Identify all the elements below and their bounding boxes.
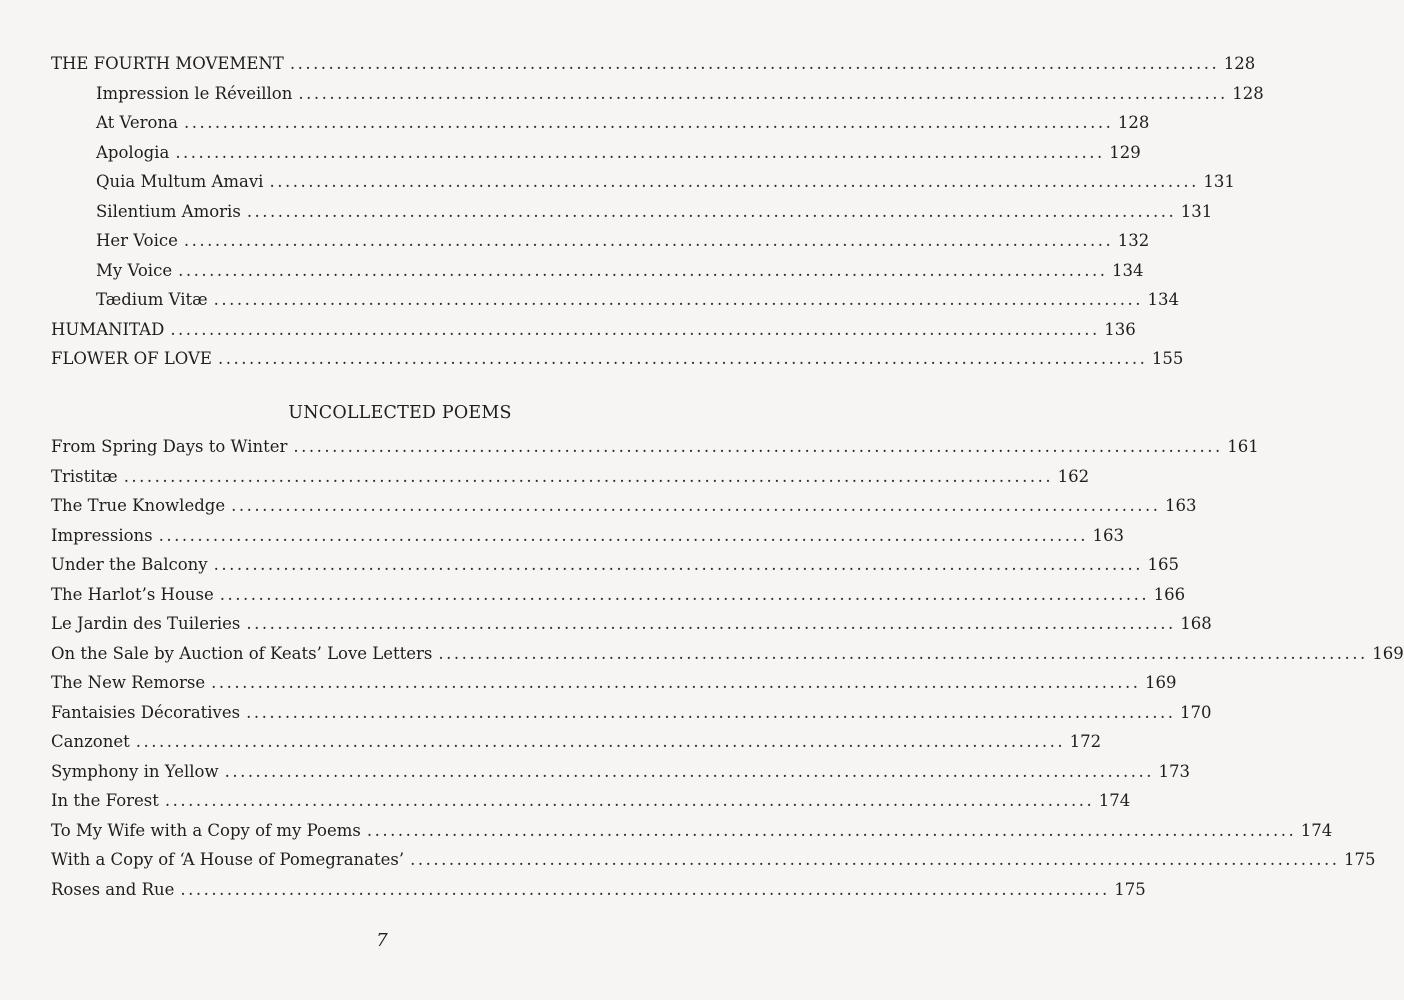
- toc-entry-page: 129: [1109, 142, 1141, 162]
- toc-entry-page: 169: [1145, 673, 1177, 692]
- toc-entry-title: Apologia: [96, 142, 170, 162]
- dot-leader: ........................................................................................................................: [246, 201, 1177, 221]
- dot-leader: ........................................................................................................................: [178, 260, 1108, 280]
- toc-entry-page: 173: [1158, 761, 1190, 781]
- toc-entry-page: 155: [1151, 349, 1184, 368]
- toc-entry-title: Under the Balcony: [51, 555, 208, 574]
- toc-entry-page: 175: [1344, 850, 1376, 869]
- toc-entry-title: At Verona: [96, 113, 178, 132]
- toc-entry-page: 166: [1153, 584, 1186, 604]
- toc-entry: [51, 583, 1186, 607]
- toc-entry-title: On the Sale by Auction of Keats’ Love Letters: [51, 643, 433, 663]
- toc-entry-page: 128: [1232, 83, 1264, 103]
- toc-entry-title: Tædium Vitæ: [96, 290, 208, 309]
- toc-entry: [96, 259, 1144, 283]
- toc-entry-page: 168: [1180, 614, 1212, 633]
- toc-entry-page: 161: [1227, 437, 1259, 456]
- toc-entry-page: 132: [1117, 231, 1150, 250]
- toc-entry-title: The New Remorse: [51, 673, 206, 692]
- toc-entry-page: 134: [1147, 290, 1180, 309]
- dot-leader: ........................................................................................................................: [123, 466, 1054, 486]
- dot-leader: ........................................................................................................................: [135, 732, 1066, 751]
- toc-entry-title: From Spring Days to Winter: [51, 437, 288, 456]
- toc-entry-title: In the Forest: [51, 791, 159, 810]
- toc-entry-title: Symphony in Yellow: [51, 761, 219, 781]
- dot-leader: ........................................................................................................................: [183, 113, 1114, 132]
- toc-entry-title: THE FOURTH MOVEMENT: [51, 54, 284, 73]
- toc-entry: [51, 671, 1177, 695]
- toc-entry-page: 165: [1147, 555, 1180, 574]
- dot-leader: ........................................................................................................................: [298, 83, 1228, 103]
- toc-entry: [96, 288, 1180, 312]
- toc-entry-title: To My Wife with a Copy of my Poems: [51, 820, 361, 840]
- toc-entry-page: 131: [1203, 172, 1235, 191]
- toc-entry-title: Her Voice: [96, 231, 178, 250]
- toc-entry: [51, 789, 1131, 813]
- dot-leader: ........................................................................................................................: [183, 231, 1114, 250]
- dot-leader: ........................................................................................................................: [217, 349, 1148, 368]
- dot-leader: ........................................................................................................................: [269, 172, 1199, 191]
- toc-entry-page: 163: [1165, 496, 1197, 515]
- toc-entry-title: Quia Multum Amavi: [96, 172, 264, 191]
- toc-entry: [96, 229, 1150, 253]
- toc-entry-page: 169: [1372, 643, 1404, 663]
- toc-entry: [51, 318, 1136, 342]
- dot-leader: ........................................................................................................................: [213, 555, 1144, 574]
- toc-entry-page: 134: [1111, 260, 1144, 280]
- toc-entry-title: Fantaisies Décoratives: [51, 702, 241, 722]
- toc-entry-title: Silentium Amoris: [96, 201, 241, 221]
- toc-entry: [51, 848, 1376, 872]
- toc-entry: [51, 494, 1197, 518]
- toc-entry-title: My Voice: [96, 260, 173, 280]
- toc-entry-page: 174: [1098, 791, 1131, 810]
- toc-entry: [51, 878, 1146, 902]
- dot-leader: ........................................................................................................................: [293, 437, 1223, 456]
- toc-entry-title: Le Jardin des Tuileries: [51, 614, 241, 633]
- dot-leader: ........................................................................................................................: [438, 643, 1368, 663]
- dot-leader: ........................................................................................................................: [219, 584, 1150, 604]
- toc-entry: [51, 52, 1256, 76]
- dot-leader: ........................................................................................................................: [164, 791, 1095, 810]
- toc-entry: [51, 760, 1190, 784]
- toc-entry: [51, 730, 1102, 754]
- toc-entry-title: Roses and Rue: [51, 879, 175, 899]
- dot-leader: ........................................................................................................................: [410, 850, 1340, 869]
- toc-entry-page: 128: [1117, 113, 1150, 132]
- toc-entry-title: Canzonet: [51, 732, 130, 751]
- toc-entry-title: The Harlot’s House: [51, 584, 214, 604]
- toc-entry-page: 170: [1180, 702, 1212, 722]
- toc-entry: [96, 200, 1213, 224]
- toc-entry: [96, 170, 1235, 194]
- toc-entry: [51, 524, 1125, 548]
- toc-entry-page: 128: [1223, 54, 1256, 73]
- toc-entry: [51, 465, 1090, 489]
- dot-leader: ........................................................................................................................: [289, 54, 1220, 73]
- toc-entry: [96, 141, 1141, 165]
- toc-entry: [96, 111, 1150, 135]
- dot-leader: ........................................................................................................................: [175, 142, 1105, 162]
- dot-leader: ........................................................................................................................: [246, 702, 1176, 722]
- toc-entry-title: Impression le Réveillon: [96, 83, 293, 103]
- section-heading: UNCOLLECTED POEMS: [288, 403, 512, 423]
- toc-entry-title: The True Knowledge: [51, 496, 226, 515]
- toc-entry: [51, 701, 1212, 725]
- toc-entry-page: 174: [1300, 820, 1333, 840]
- toc-entry-title: FLOWER OF LOVE: [51, 349, 212, 368]
- page-number-folio: 7: [376, 930, 388, 951]
- dot-leader: ........................................................................................................................: [211, 673, 1141, 692]
- dot-leader: ........................................................................................................................: [224, 761, 1154, 781]
- toc-entry-page: 172: [1069, 732, 1102, 751]
- toc-entry-page: 131: [1180, 201, 1213, 221]
- toc-entry-title: Impressions: [51, 525, 153, 545]
- toc-entry-page: 136: [1104, 319, 1136, 339]
- toc-entry-page: 162: [1057, 466, 1090, 486]
- dot-leader: ........................................................................................................................: [213, 290, 1144, 309]
- toc-entry: [51, 642, 1404, 666]
- dot-leader: ........................................................................................................................: [231, 496, 1161, 515]
- dot-leader: ........................................................................................................................: [158, 525, 1089, 545]
- toc-entry: [51, 553, 1180, 577]
- toc-entry-page: 175: [1114, 879, 1146, 899]
- dot-leader: ........................................................................................................................: [366, 820, 1297, 840]
- toc-entry: [51, 612, 1212, 636]
- dot-leader: ........................................................................................................................: [170, 319, 1100, 339]
- dot-leader: ........................................................................................................................: [180, 879, 1110, 899]
- dot-leader: ........................................................................................................................: [246, 614, 1176, 633]
- toc-entry-title: With a Copy of ‘A House of Pomegranates’: [51, 850, 405, 869]
- toc-entry-title: Tristitæ: [51, 466, 118, 486]
- toc-entry: [51, 435, 1259, 459]
- toc-entry-page: 163: [1092, 525, 1125, 545]
- toc-entry-title: HUMANITAD: [51, 319, 165, 339]
- toc-entry: [96, 82, 1264, 106]
- toc-entry: [51, 819, 1333, 843]
- toc-entry: [51, 347, 1184, 371]
